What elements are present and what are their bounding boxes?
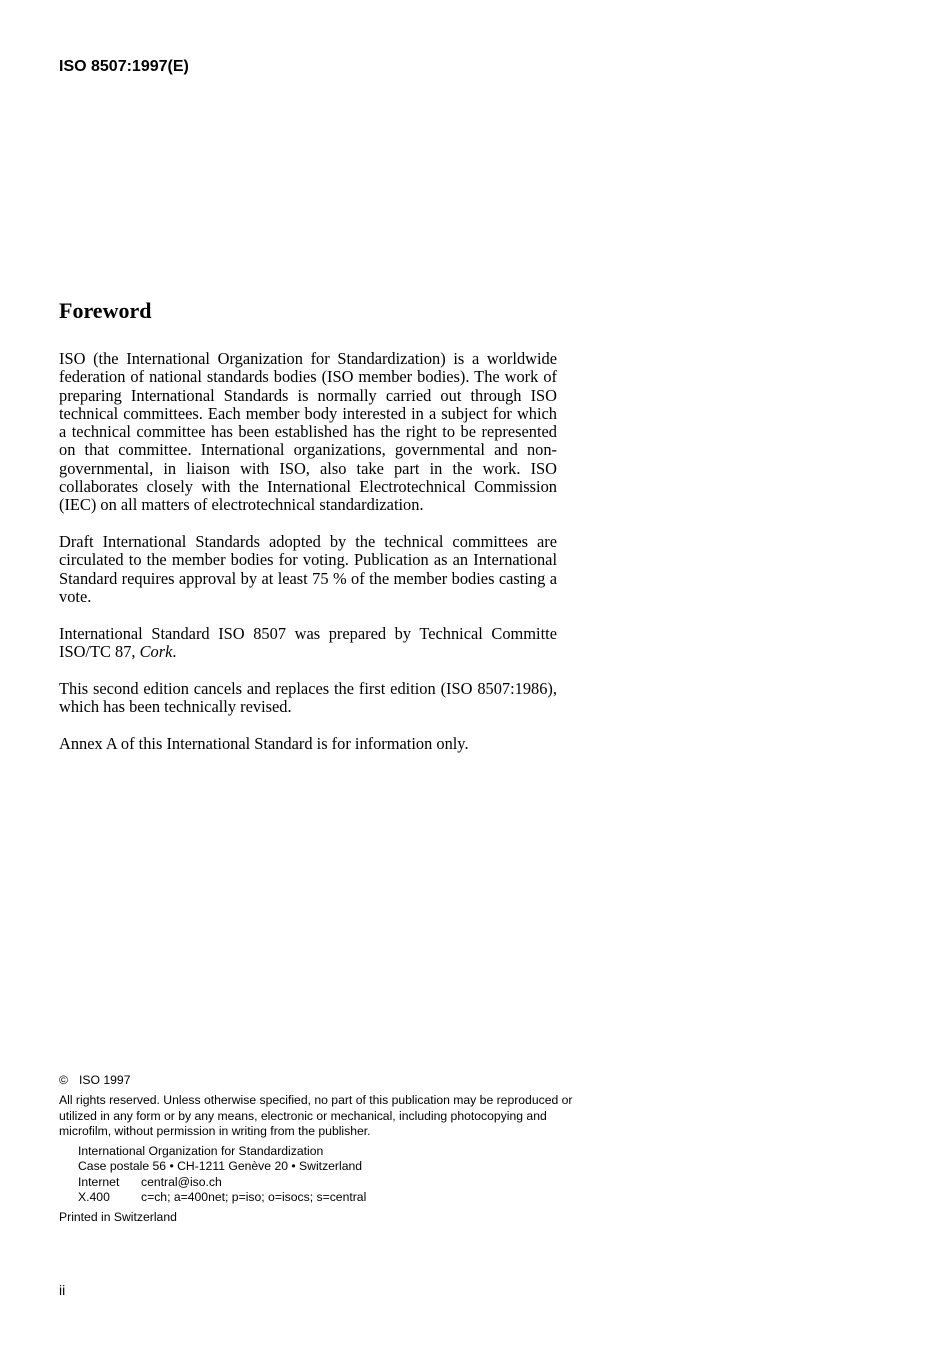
copyright-footer xyxy=(59,1073,599,1226)
committee-name: Cork xyxy=(139,642,173,662)
x400-label: X.400 xyxy=(78,1190,110,1205)
x400-row xyxy=(78,1190,599,1205)
prepared-suffix: . xyxy=(172,642,177,662)
copyright-text: ISO 1997 xyxy=(79,1073,131,1087)
internet-row xyxy=(78,1175,599,1190)
foreword-body xyxy=(59,350,557,772)
foreword-paragraph: Draft International Standards adopted by the technical committees are circulated to the member bodies for voting. Publication as an International Standard requires approval by at least 75 % of the member bodies casting a vote. xyxy=(59,532,557,607)
copyright-icon: © xyxy=(59,1073,68,1087)
foreword-paragraph: ISO (the International Organization for Standardization) is a worldwide federation of national standards bodies (ISO member bodies). The work of preparing International Standards is normally carried out through ISO technical committees. Each member body interested in a subject for which a technical committee has been established has the right to be represented on that committee. International organizations, governmental and non-governmental, in liaison with ISO, also take part in the work. ISO collaborates closely with the International Electrotechnical Commission (IEC) on all matters of electrotechnical standardization. xyxy=(59,349,557,515)
foreword-paragraph: Annex A of this International Standard is for information only. xyxy=(59,734,469,754)
foreword-paragraph: This second edition cancels and replaces the first edition (ISO 8507:1986), which has been technically revised. xyxy=(59,678,557,717)
internet-value: central@iso.ch xyxy=(141,1174,222,1189)
foreword-title: Foreword xyxy=(59,298,152,323)
printed-in: Printed in Switzerland xyxy=(59,1210,177,1225)
foreword-paragraph-prepared xyxy=(59,625,557,662)
org-name: International Organization for Standardization xyxy=(78,1144,324,1159)
postal-address: Case postale 56 • CH-1211 Genève 20 • Switzerland xyxy=(78,1159,363,1174)
copyright-line xyxy=(59,1073,599,1088)
x400-value: c=ch; a=400net; p=iso; o=isocs; s=central xyxy=(141,1190,367,1205)
document-code: ISO 8507:1997(E) xyxy=(59,58,189,75)
rights-notice: All rights reserved. Unless otherwise specified, no part of this publication may be reproduced or utilized in any form or by any means, electronic or mechanical, including photocopying and microfilm, without permission in writing from the publisher. xyxy=(59,1093,573,1138)
page-number: ii xyxy=(59,1282,66,1298)
internet-label: Internet xyxy=(78,1174,120,1189)
publisher-address xyxy=(78,1144,599,1205)
prepared-text: International Standard ISO 8507 was prepared by Technical Committe ISO/TC 87, xyxy=(59,623,557,662)
